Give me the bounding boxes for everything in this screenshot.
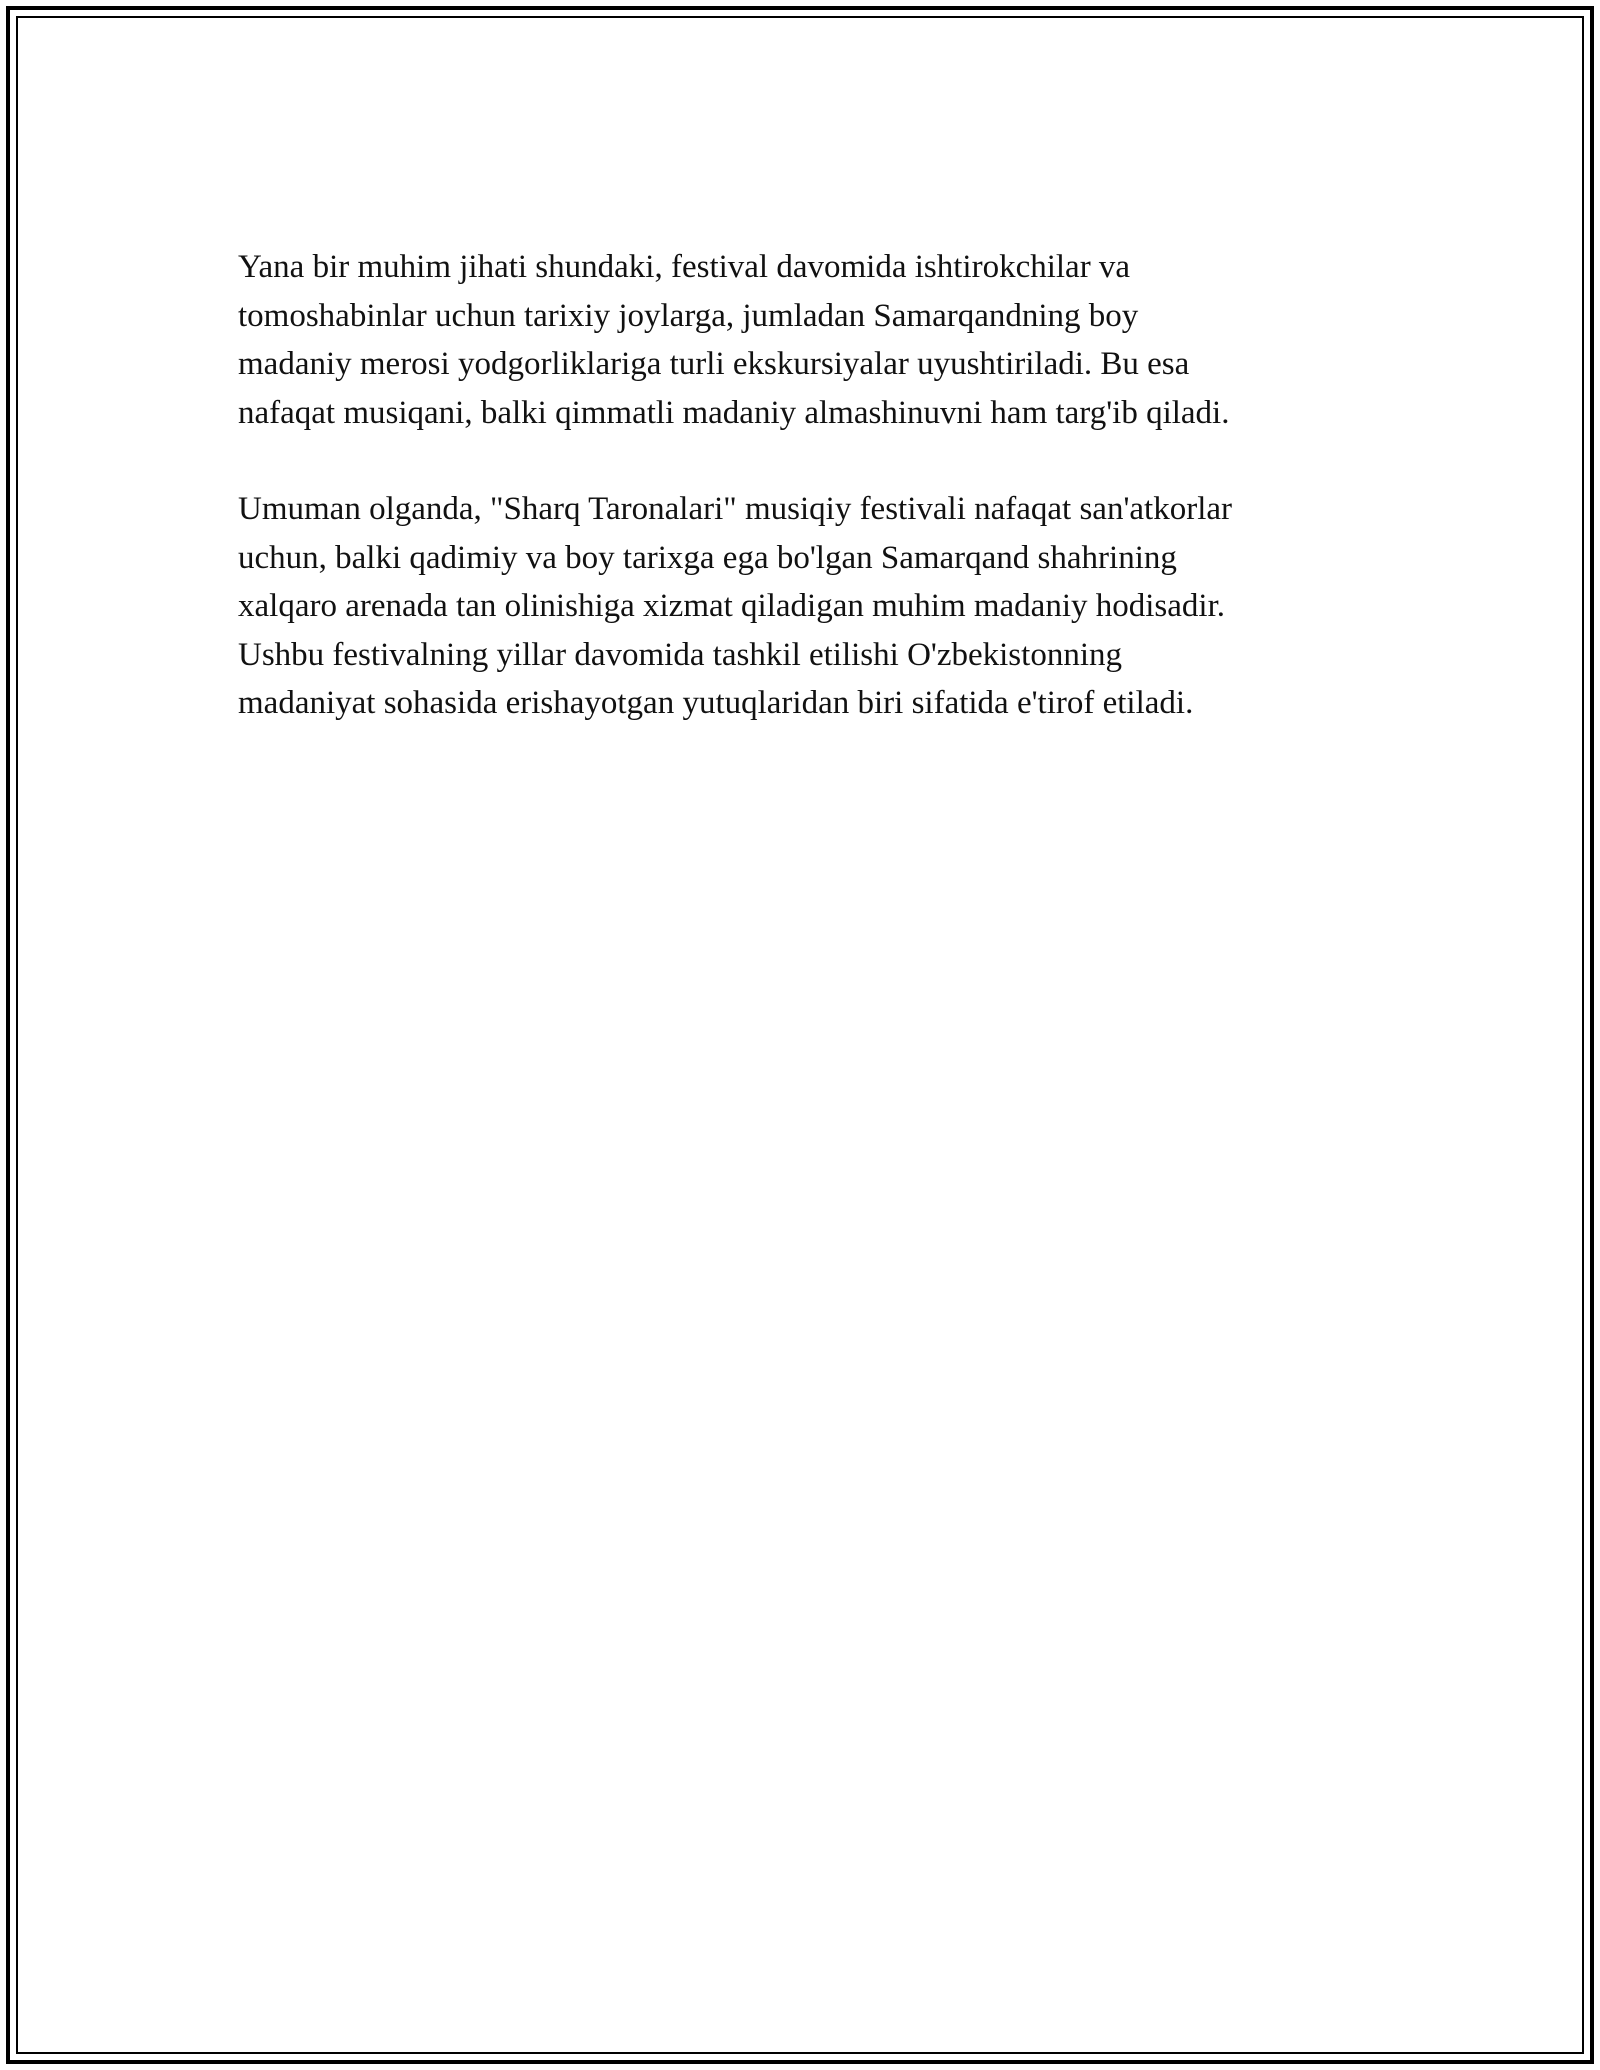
- paragraph-conclusion: [238, 485, 1378, 728]
- text-line: Umuman olganda, "Sharq Taronalari" musiqiy festivali nafaqat san'atkorlar: [238, 491, 1233, 527]
- document-body: [238, 243, 1378, 728]
- document-page: [6, 6, 1594, 2064]
- text-line: madaniyat sohasida erishayotgan yutuqlaridan biri sifatida e'tirof etiladi.: [238, 685, 1194, 721]
- text-line: Ushbu festivalning yillar davomida tashkil etilishi O'zbekistonning: [238, 636, 1122, 673]
- text-line: nafaqat musiqani, balki qimmatli madaniy almashinuvni ham targ'ib qiladi.: [238, 394, 1230, 431]
- page-inner-border: [16, 16, 1584, 2054]
- text-line: uchun, balki qadimiy va boy tarixga ega bo'lgan Samarqand shahrining: [238, 539, 1177, 576]
- text-line: Yana bir muhim jihati shundaki, festival davomida ishtirokchilar va: [238, 249, 1131, 285]
- paragraph-excursions: [238, 243, 1378, 437]
- text-line: xalqaro arenada tan olinishiga xizmat qiladigan muhim madaniy hodisadir.: [238, 588, 1225, 624]
- text-line: madaniy merosi yodgorliklariga turli ekskursiyalar uyushtiriladi. Bu esa: [238, 346, 1190, 382]
- text-line: tomoshabinlar uchun tarixiy joylarga, jumladan Samarqandning boy: [238, 297, 1139, 334]
